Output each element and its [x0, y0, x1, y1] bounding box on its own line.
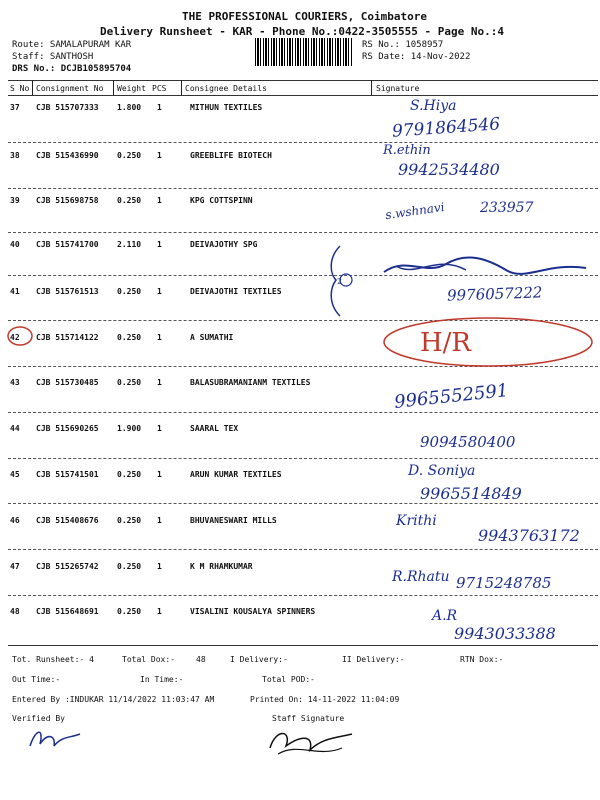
- row-consignee: BALASUBRAMANIANM TEXTILES: [190, 378, 311, 387]
- row-consignment: CJB 515741700: [36, 240, 99, 249]
- total-dox-label: Total Dox:-: [122, 655, 175, 664]
- row-pcs: 1: [157, 516, 162, 525]
- row-consignment: CJB 515714122: [36, 333, 99, 342]
- row-consignee: A SUMATHI: [190, 333, 234, 342]
- row-weight: 0.250: [117, 151, 142, 160]
- table-header-rule: [8, 95, 598, 96]
- signature-47-phone: 9715248785: [456, 574, 552, 592]
- total-dox-value: 48: [196, 655, 206, 664]
- row-consignee: K M RHAMKUMAR: [190, 562, 253, 571]
- in-time: In Time:-: [140, 675, 184, 684]
- row-consignee: BHUVANESWARI MILLS: [190, 516, 277, 525]
- row-weight: 0.250: [117, 333, 142, 342]
- row-consignment: CJB 515741501: [36, 470, 99, 479]
- verified-by-label: Verified By: [12, 714, 65, 723]
- rs-date: RS Date: 14-Nov-2022: [362, 52, 471, 62]
- signature-38-name: R.ethin: [383, 143, 431, 158]
- row-consignee: DEIVAJOTHI TEXTILES: [190, 287, 282, 296]
- row-sno: 40: [10, 240, 20, 249]
- row-pcs: 1: [157, 196, 162, 205]
- row-consignee: MITHUN TEXTILES: [190, 103, 263, 112]
- row-pcs: 1: [157, 287, 162, 296]
- col-header-consignee: Consignee Details: [185, 84, 267, 93]
- row-sno: 45: [10, 470, 20, 479]
- signature-38-phone: 9942534480: [398, 160, 500, 179]
- signature-42-hr: H/R: [420, 328, 472, 358]
- signature-39-phone: 233957: [480, 200, 534, 216]
- row-separator: [8, 503, 598, 504]
- row-weight: 0.250: [117, 378, 142, 387]
- rs-number: RS No.: 1058957: [362, 40, 444, 50]
- row-consignee: SAARAL TEX: [190, 424, 239, 433]
- barcode: [255, 38, 353, 66]
- verified-by-signature: [26, 724, 86, 754]
- row-weight: 1.900: [117, 424, 142, 433]
- row-sno: 37: [10, 103, 20, 112]
- row-separator: [8, 549, 598, 550]
- row-separator: [8, 412, 598, 413]
- row-sno: 43: [10, 378, 20, 387]
- row-pcs: 1: [157, 151, 162, 160]
- runsheet-subtitle: Delivery Runsheet - KAR - Phone No.:0422-3505555 - Page No.:4: [100, 25, 504, 38]
- signature-42-loop: [380, 312, 595, 372]
- col-header-weight: Weight: [117, 84, 146, 93]
- row-separator: [8, 142, 598, 143]
- signature-47-name: R.Rhatu: [392, 569, 450, 585]
- row-separator: [8, 458, 598, 459]
- i-delivery: I Delivery:-: [230, 655, 288, 664]
- signature-44-phone: 9094580400: [420, 433, 516, 451]
- row-separator: [8, 188, 598, 189]
- col-header-consignment: Consignment No: [36, 84, 104, 93]
- row-separator: [8, 595, 598, 596]
- rtn-dox: RTN Dox:-: [460, 655, 504, 664]
- row-weight: 0.250: [117, 516, 142, 525]
- row-consignment: CJB 515265742: [36, 562, 99, 571]
- signature-43-phone: 9965552591: [393, 380, 510, 413]
- row-weight: 0.250: [117, 470, 142, 479]
- row-pcs: 1: [157, 424, 162, 433]
- row-consignee: ARUN KUMAR TEXTILES: [190, 470, 282, 479]
- signature-45-phone: 9965514849: [420, 484, 522, 503]
- row-weight: 0.250: [117, 196, 142, 205]
- out-time: Out Time:-: [12, 675, 61, 684]
- col-header-pcs: PCS: [152, 84, 167, 93]
- signature-39-name: s.wshnavi: [384, 199, 446, 223]
- signature-48-phone: 9943033388: [454, 624, 556, 643]
- company-title: THE PROFESSIONAL COURIERS, Coimbatore: [182, 10, 428, 23]
- signature-46-name: Krithi: [396, 513, 437, 529]
- signature-40-scribble: [376, 250, 596, 280]
- col-header-signature: Signature: [376, 84, 420, 93]
- drs-label: DRS No.: DCJB105895704: [12, 64, 132, 74]
- row-consignee: DEIVAJOTHY SPG: [190, 240, 258, 249]
- col-divider: [113, 80, 114, 95]
- total-pod: Total POD:-: [262, 675, 315, 684]
- row-consignment: CJB 515408676: [36, 516, 99, 525]
- row-sno: 47: [10, 562, 20, 571]
- staff-signature-label: Staff Signature: [272, 714, 345, 723]
- row-pcs: 1: [157, 103, 162, 112]
- margin-bracket-annotation: [326, 244, 360, 318]
- row-consignment: CJB 515707333: [36, 103, 99, 112]
- signature-48-name: A.R: [432, 608, 458, 624]
- row-sno: 42: [10, 333, 20, 342]
- col-divider: [371, 80, 372, 95]
- row-pcs: 1: [157, 240, 162, 249]
- row-sno: 38: [10, 151, 20, 160]
- col-header-sno: S No: [10, 84, 30, 93]
- row-consignee: GREEBLIFE BIOTECH: [190, 151, 272, 160]
- margin-circle-number: 2: [337, 277, 343, 286]
- row-weight: 0.250: [117, 287, 142, 296]
- row-pcs: 1: [157, 607, 162, 616]
- row-pcs: 1: [157, 470, 162, 479]
- total-runsheet: Tot. Runsheet:- 4: [12, 655, 94, 664]
- row-consignment: CJB 515436990: [36, 151, 99, 160]
- printed-on: Printed On: 14-11-2022 11:04:09: [250, 695, 400, 704]
- row-sno: 44: [10, 424, 20, 433]
- signature-45-name: D. Soniya: [408, 463, 476, 479]
- row-sno: 41: [10, 287, 20, 296]
- row-pcs: 1: [157, 378, 162, 387]
- row-weight: 2.110: [117, 240, 142, 249]
- entered-by: Entered By :INDUKAR 11/14/2022 11:03:47 AM: [12, 695, 215, 704]
- signature-37-phone: 9791864546: [391, 114, 501, 142]
- signature-46-phone: 9943763172: [478, 526, 580, 545]
- staff-signature-scribble: [262, 722, 358, 762]
- row-consignment: CJB 515690265: [36, 424, 99, 433]
- signature-37-name: S.Hiya: [410, 98, 457, 114]
- col-divider: [181, 80, 182, 95]
- table-bottom-rule: [8, 645, 598, 646]
- staff-label: Staff: SANTHOSH: [12, 52, 94, 62]
- row-consignment: CJB 515730485: [36, 378, 99, 387]
- row-pcs: 1: [157, 562, 162, 571]
- row-consignee: KPG COTTSPINN: [190, 196, 253, 205]
- row-sno: 46: [10, 516, 20, 525]
- route-label: Route: SAMALAPURAM KAR: [12, 40, 132, 50]
- table-top-rule: [8, 80, 598, 81]
- row-consignment: CJB 515761513: [36, 287, 99, 296]
- row-weight: 0.250: [117, 562, 142, 571]
- col-divider: [32, 80, 33, 95]
- row-consignee: VISALINI KOUSALYA SPINNERS: [190, 607, 316, 616]
- ii-delivery: II Delivery:-: [342, 655, 405, 664]
- signature-41-phone: 9976057222: [446, 283, 543, 305]
- row-weight: 1.800: [117, 103, 142, 112]
- row-pcs: 1: [157, 333, 162, 342]
- row-42-red-circle: [6, 325, 36, 347]
- row-weight: 0.250: [117, 607, 142, 616]
- row-sno: 48: [10, 607, 20, 616]
- row-sno: 39: [10, 196, 20, 205]
- row-consignment: CJB 515698758: [36, 196, 99, 205]
- row-consignment: CJB 515648691: [36, 607, 99, 616]
- row-separator: [8, 232, 598, 233]
